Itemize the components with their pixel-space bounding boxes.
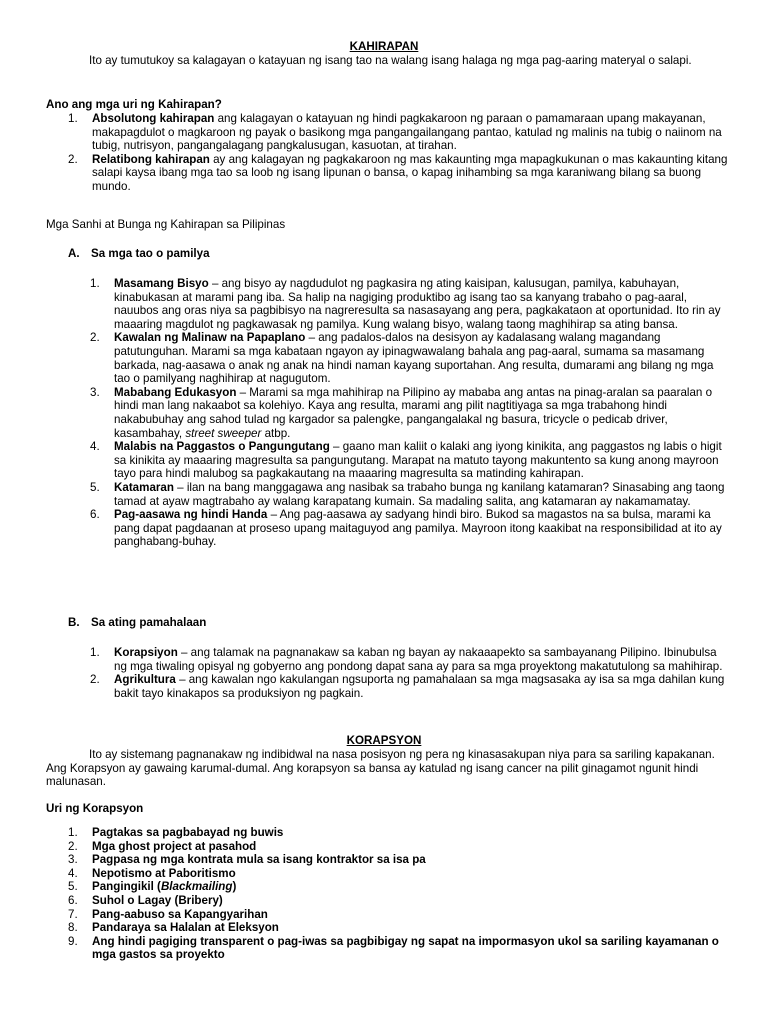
list-item [68, 826, 728, 840]
intro-korapsyon: Ito ay sistemang pagnanakaw ng indibidwal na nasa posisyon ng pera ng kinasasakupan niya para sa sariling kapakanan. Ang Korapsyon ay gawaing karumal-dumal. Ang korapsyon sa bansa ay katulad ng isang cancer na pilit ginagamot ngunit hindi malunasan. [46, 748, 715, 789]
item-number: 1. [68, 112, 78, 125]
item-term: Mababang Edukasyon [114, 385, 237, 399]
list-item [68, 112, 728, 153]
item-term: Korapsiyon [114, 646, 178, 659]
item-number: 2. [90, 331, 100, 345]
item-term: Agrikultura [114, 673, 176, 687]
list-item [68, 894, 728, 908]
list-item [90, 386, 730, 440]
item-term: Malabis na Paggastos o Pangungutang [114, 440, 330, 454]
list-item [68, 840, 728, 854]
item-term: Absolutong kahirapan [92, 112, 215, 125]
item-text: ay ang kalagayan ng pagkakaroon ng mas kakaunting mga mapagkukunan o mas kakaunting kitang salapi kaysa ibang mga tao sa loob ng isang lipunan o bansa, o kapag inihambing sa mga karaniwang bilang sa buong mundo. [92, 152, 728, 193]
item-text: Suhol o Lagay (Bribery) [92, 893, 223, 907]
item-text: – Marami sa mga mahihirap na Pilipino ay mababa ang antas na pinag-aralan sa paaralan o hindi man lang nakaabot sa kolehiyo. Kaya ang resulta, marami ang pilit nagtitiyaga sa mga trabahong hindi nakabubuhay ang sahod tulad ng kargador sa palengke, pangangalakal ng basura, tricycle o pedicab driver, kasambahay, [114, 385, 713, 440]
item-text: ang kalagayan o katayuan ng hindi pagkakaroon ng paraan o pamamaraan upang makayanan, makapagdulot o magkaroon ng payak o basikong mga pangangailangang pantao, katulad ng malinis na tubig o naiinom na tubig, nutrisyon, pangangalagang pangkalusugan, kasuotan, at tirahan. [92, 112, 722, 153]
list-sanhi-pamahalaan [90, 646, 730, 700]
item-number: 8. [68, 921, 78, 935]
heading-sanhi: Mga Sanhi at Bunga ng Kahirapan sa Pilipinas [46, 218, 286, 231]
item-text: Pang-aabuso sa Kapangyarihan [92, 907, 268, 921]
list-item [90, 481, 730, 508]
item-term: Relatibong kahirapan [92, 152, 210, 166]
item-number: 2. [68, 152, 78, 166]
item-text: – ang bisyo ay nagdudulot ng pagkasira ng ating kaisipan, kalusugan, pamilya, kabuhayan, kinabukasan at marami pang iba. Sa halip na nagiging produktibo ag isang tao sa kanyang trabaho o pag-aaral, nauubos ang oras niya sa pagbibisyo na nagreresulta sa nasasayang ang pera, pagkakataon at oportunidad. Ito rin ay maaaring magdulot ng pagkawasak ng pamilya. Kung walang bisyo, walang taong maghihirap sa ating bansa. [114, 277, 721, 331]
item-text: Nepotismo at Paboritismo [92, 866, 236, 880]
list-item [68, 867, 728, 881]
item-number: 1. [68, 826, 78, 839]
list-item [90, 508, 730, 549]
item-number: 9. [68, 934, 78, 948]
list-item [90, 440, 730, 481]
heading-uri-korapsyon: Uri ng Korapsyon [46, 802, 144, 815]
item-number: 4. [68, 866, 78, 880]
list-item [90, 277, 730, 331]
item-text: Mga ghost project at pasahod [92, 839, 257, 853]
item-text: – ang talamak na pagnanakaw sa kaban ng bayan ay nakaaapekto sa sambayanang Pilipino. Ibinubulsa ng mga tiwaling opisyal ng gobyerno ang pondong dapat sana ay para sa mga proyektong makatutulong sa mahihirap. [114, 646, 723, 673]
item-text: – gaano man kaliit o kalaki ang iyong kinikita, ang paggastos ng labis o higit sa kinikita ay maaaring magresulta sa pangungutang. Marapat na matuto tayong makuntento sa kung anong mayroon tayo para hindi malubog sa pagkakautang na maaaring magresulta sa matinding kahirapan. [114, 440, 722, 481]
title-korapsyon: KORAPSYON [346, 734, 422, 747]
list-sanhi-tao [90, 277, 730, 549]
item-text: – Ang pag-aasawa ay sadyang hindi biro. Bukod sa magastos na sa bulsa, marami ka pang dapat pagdaanan at proseso upang maitaguyod ang pamilya. Mayroon itong kaakibat na responsibilidad at ito ay panghabang-buhay. [114, 508, 722, 549]
item-number: 2. [68, 839, 78, 853]
item-tail: atbp. [261, 426, 291, 440]
section-label: A. [68, 247, 80, 260]
item-number: 5. [90, 480, 100, 494]
item-emphasis: street sweeper [185, 426, 262, 440]
list-item [68, 880, 728, 894]
title-kahirapan: KAHIRAPAN [349, 40, 419, 53]
list-uri-kahirapan [68, 112, 728, 194]
intro-kahirapan: Ito ay tumutukoy sa kalagayan o katayuan ng isang tao na walang isang halaga ng mga pag-aaring materyal o salapi. [89, 54, 692, 67]
item-text: Pangingikil ( [92, 880, 161, 894]
list-item [68, 935, 728, 962]
list-item [90, 673, 730, 700]
item-number: 1. [90, 646, 100, 659]
item-text: – ang padalos-dalos na desisyon ay kadalasang walang magandang patutunguhan. Marami sa mga kabataan ngayon ay ipinagwawalang bahala ang pag-aaral, sumama sa masamang barkada, nag-aasawa o anak ng anak na hindi naman kayang suportahan. Ang resulta, dumarami ang bilang ng mga tao o pamilyang naghihirap at nagugutom. [114, 331, 714, 386]
item-number: 3. [68, 853, 78, 867]
item-text: Pandaraya sa Halalan at Eleksyon [92, 921, 279, 935]
item-text: Ang hindi pagiging transparent o pag-iwas sa pagbibigay ng sapat na impormasyon ukol sa sariling kayamanan o mga gastos sa proyekto [92, 934, 719, 962]
item-term: Masamang Bisyo [114, 277, 209, 290]
item-number: 1. [90, 277, 100, 290]
item-emphasis: Blackmailing [160, 880, 233, 894]
item-term: Kawalan ng Malinaw na Papaplano [114, 331, 306, 345]
item-number: 6. [68, 893, 78, 907]
section-a-heading [68, 247, 210, 261]
item-number: 7. [68, 907, 78, 921]
item-number: 3. [90, 385, 100, 399]
item-number: 2. [90, 673, 100, 687]
list-item [68, 921, 728, 935]
list-item [68, 153, 728, 194]
list-item [90, 646, 730, 673]
list-uri-korapsyon [68, 826, 728, 962]
heading-uri-kahirapan: Ano ang mga uri ng Kahirapan? [46, 98, 222, 111]
item-text: Pagpasa ng mga kontrata mula sa isang kontraktor sa isa pa [92, 853, 426, 867]
list-item [90, 331, 730, 385]
section-b-heading [68, 616, 206, 630]
item-tail: ) [232, 880, 237, 894]
item-number: 6. [90, 508, 100, 522]
item-term: Pag-aasawa ng hindi Handa [114, 508, 268, 522]
section-title: Sa mga tao o pamilya [91, 247, 210, 260]
section-title: Sa ating pamahalaan [91, 616, 207, 629]
list-item [68, 908, 728, 922]
item-text: – ang kawalan ngo kakulangan ngsuporta ng pamahalaan sa mga magsasaka ay isa sa mga dahilan kung bakit tayo kinakapos sa produksiyon ng pagkain. [114, 673, 725, 700]
list-item [68, 853, 728, 867]
item-text: – ilan na bang manggagawa ang nasibak sa trabaho bunga ng kanilang katamaran? Sinasabing ang taong tamad at ayaw magtrabaho ay walang karapatang kumain. Sa madaling salita, ang katamaran ay nakamamatay. [114, 480, 725, 508]
item-term: Katamaran [114, 480, 174, 494]
item-text: Pagtakas sa pagbabayad ng buwis [92, 826, 284, 839]
section-label: B. [68, 616, 80, 629]
item-number: 5. [68, 880, 78, 894]
item-number: 4. [90, 440, 100, 454]
